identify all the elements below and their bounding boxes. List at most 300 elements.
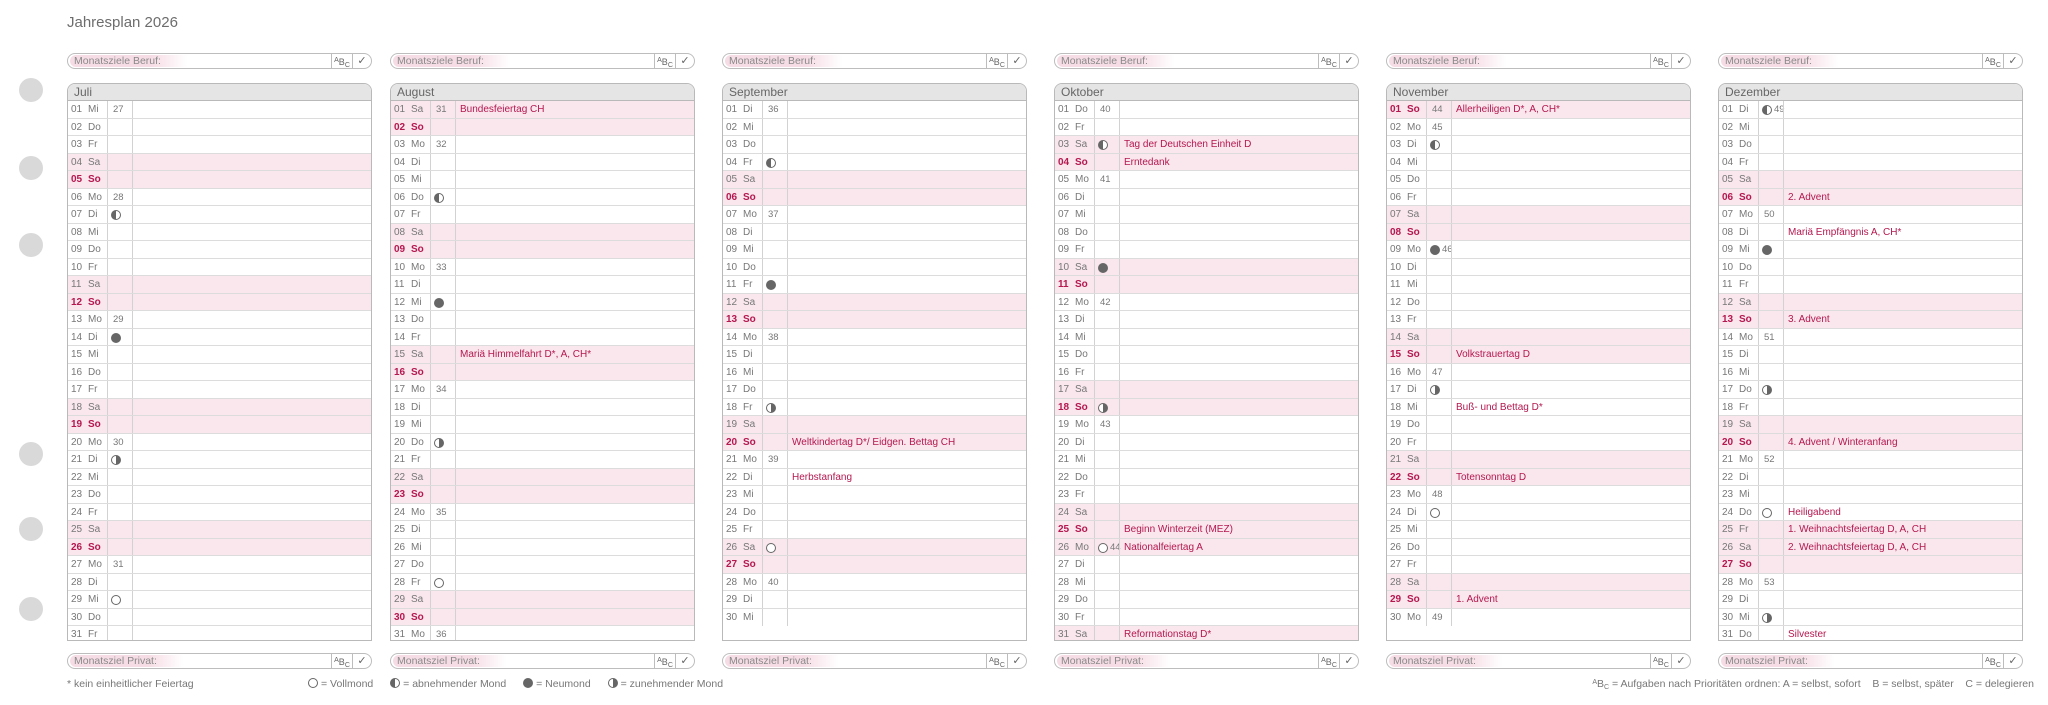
day-row[interactable] — [723, 329, 1026, 347]
day-row[interactable] — [391, 556, 694, 574]
day-row[interactable] — [1387, 119, 1690, 137]
day-note[interactable] — [1783, 119, 2022, 136]
day-note[interactable] — [787, 276, 1026, 293]
goal-job-field[interactable] — [1054, 53, 1359, 69]
day-note[interactable] — [1119, 171, 1358, 188]
day-note[interactable] — [1783, 259, 2022, 276]
day-row[interactable] — [391, 346, 694, 364]
day-note[interactable] — [1783, 399, 2022, 416]
day-row[interactable] — [1387, 486, 1690, 504]
day-note[interactable] — [455, 294, 694, 311]
day-note[interactable] — [787, 329, 1026, 346]
day-row[interactable] — [1055, 539, 1358, 557]
day-note[interactable]: Herbstanfang — [787, 469, 1026, 486]
day-note[interactable] — [1783, 591, 2022, 608]
day-note[interactable] — [1119, 311, 1358, 328]
day-note[interactable] — [132, 486, 371, 503]
day-note[interactable] — [1451, 189, 1690, 206]
check-icon[interactable]: ✓ — [675, 654, 694, 668]
day-row[interactable] — [723, 486, 1026, 504]
day-row[interactable] — [723, 381, 1026, 399]
day-row[interactable] — [391, 626, 694, 641]
day-note[interactable] — [1451, 241, 1690, 258]
day-note[interactable] — [455, 329, 694, 346]
day-note[interactable]: Allerheiligen D*, A, CH* — [1451, 101, 1690, 118]
day-note[interactable] — [787, 241, 1026, 258]
day-note[interactable] — [1119, 224, 1358, 241]
day-row[interactable] — [723, 119, 1026, 137]
day-row[interactable] — [1055, 294, 1358, 312]
day-row[interactable] — [391, 469, 694, 487]
day-row[interactable] — [1387, 294, 1690, 312]
day-row[interactable] — [1055, 241, 1358, 259]
goal-private-field[interactable] — [67, 653, 372, 669]
day-note[interactable]: Reformationstag D* — [1119, 626, 1358, 641]
day-row[interactable] — [1055, 171, 1358, 189]
day-note[interactable] — [787, 399, 1026, 416]
day-note[interactable] — [1783, 241, 2022, 258]
day-row[interactable] — [1055, 434, 1358, 452]
abc-priority-icon[interactable]: $^AB_C$ — [654, 654, 675, 668]
day-note[interactable]: 2. Weihnachtsfeiertag D, A, CH — [1783, 539, 2022, 556]
day-note[interactable] — [455, 399, 694, 416]
day-note[interactable] — [1451, 136, 1690, 153]
day-note[interactable] — [455, 311, 694, 328]
day-row[interactable] — [68, 224, 371, 242]
check-icon[interactable]: ✓ — [1339, 54, 1358, 68]
day-note[interactable] — [1451, 329, 1690, 346]
day-note[interactable] — [1451, 486, 1690, 503]
day-row[interactable] — [1719, 154, 2022, 172]
check-icon[interactable]: ✓ — [352, 654, 371, 668]
day-note[interactable] — [1783, 276, 2022, 293]
day-note[interactable] — [455, 259, 694, 276]
day-row[interactable] — [391, 136, 694, 154]
day-note[interactable] — [455, 591, 694, 608]
abc-priority-icon[interactable]: $^AB_C$ — [986, 654, 1007, 668]
day-note[interactable] — [1119, 486, 1358, 503]
day-note[interactable] — [455, 136, 694, 153]
day-note[interactable] — [1119, 101, 1358, 118]
abc-priority-icon[interactable]: $^AB_C$ — [1982, 654, 2003, 668]
day-row[interactable] — [68, 539, 371, 557]
day-row[interactable] — [1055, 329, 1358, 347]
day-row[interactable] — [1055, 311, 1358, 329]
day-note[interactable] — [1451, 224, 1690, 241]
day-note[interactable] — [1119, 329, 1358, 346]
day-row[interactable] — [1719, 329, 2022, 347]
day-note[interactable] — [1451, 171, 1690, 188]
day-row[interactable] — [723, 224, 1026, 242]
day-row[interactable] — [723, 101, 1026, 119]
day-note[interactable] — [787, 259, 1026, 276]
day-note[interactable] — [455, 381, 694, 398]
day-note[interactable]: Volkstrauertag D — [1451, 346, 1690, 363]
day-row[interactable] — [68, 469, 371, 487]
day-row[interactable] — [723, 154, 1026, 172]
day-note[interactable] — [455, 574, 694, 591]
day-row[interactable] — [723, 556, 1026, 574]
day-row[interactable] — [391, 486, 694, 504]
day-note[interactable] — [787, 451, 1026, 468]
day-row[interactable] — [68, 329, 371, 347]
day-row[interactable] — [391, 206, 694, 224]
day-row[interactable] — [391, 399, 694, 417]
day-note[interactable] — [787, 119, 1026, 136]
day-note[interactable]: Erntedank — [1119, 154, 1358, 171]
day-note[interactable] — [1451, 539, 1690, 556]
day-note[interactable] — [132, 189, 371, 206]
day-row[interactable] — [1387, 101, 1690, 119]
day-note[interactable] — [1783, 346, 2022, 363]
day-row[interactable] — [68, 486, 371, 504]
day-row[interactable] — [1055, 206, 1358, 224]
day-note[interactable] — [1451, 416, 1690, 433]
day-note[interactable] — [1119, 364, 1358, 381]
abc-priority-icon[interactable]: $^AB_C$ — [1982, 54, 2003, 68]
day-row[interactable] — [391, 259, 694, 277]
day-row[interactable] — [391, 381, 694, 399]
day-row[interactable] — [1387, 539, 1690, 557]
day-note[interactable] — [132, 539, 371, 556]
day-row[interactable] — [723, 574, 1026, 592]
check-icon[interactable]: ✓ — [1671, 654, 1690, 668]
day-row[interactable] — [723, 364, 1026, 382]
day-note[interactable]: Buß- und Bettag D* — [1451, 399, 1690, 416]
day-note[interactable] — [132, 626, 371, 641]
day-note[interactable] — [1783, 574, 2022, 591]
day-row[interactable] — [1387, 206, 1690, 224]
day-row[interactable] — [1719, 171, 2022, 189]
day-row[interactable] — [1387, 136, 1690, 154]
day-row[interactable] — [1055, 101, 1358, 119]
day-row[interactable] — [68, 521, 371, 539]
day-note[interactable] — [132, 469, 371, 486]
day-row[interactable] — [391, 591, 694, 609]
day-note[interactable] — [1119, 574, 1358, 591]
day-row[interactable] — [1719, 469, 2022, 487]
day-row[interactable] — [391, 504, 694, 522]
day-row[interactable] — [1055, 591, 1358, 609]
day-row[interactable] — [1719, 434, 2022, 452]
day-row[interactable] — [1387, 591, 1690, 609]
day-note[interactable] — [455, 416, 694, 433]
day-row[interactable] — [1387, 259, 1690, 277]
day-note[interactable] — [1451, 451, 1690, 468]
day-note[interactable] — [455, 486, 694, 503]
day-note[interactable] — [132, 609, 371, 626]
day-row[interactable] — [1719, 609, 2022, 627]
day-row[interactable] — [1387, 241, 1690, 259]
day-note[interactable] — [787, 101, 1026, 118]
day-row[interactable] — [1387, 434, 1690, 452]
day-note[interactable] — [1451, 521, 1690, 538]
day-row[interactable] — [723, 346, 1026, 364]
day-note[interactable] — [132, 101, 371, 118]
day-row[interactable] — [1055, 504, 1358, 522]
day-note[interactable] — [132, 259, 371, 276]
day-note[interactable] — [1119, 591, 1358, 608]
day-note[interactable] — [132, 381, 371, 398]
check-icon[interactable]: ✓ — [675, 54, 694, 68]
day-note[interactable]: 2. Advent — [1783, 189, 2022, 206]
day-row[interactable] — [68, 241, 371, 259]
day-note[interactable] — [1119, 556, 1358, 573]
day-row[interactable] — [1055, 119, 1358, 137]
day-note[interactable] — [1783, 556, 2022, 573]
day-row[interactable] — [68, 136, 371, 154]
goal-job-field[interactable] — [1718, 53, 2023, 69]
day-note[interactable] — [787, 171, 1026, 188]
day-row[interactable] — [1719, 539, 2022, 557]
day-row[interactable] — [1387, 381, 1690, 399]
day-note[interactable]: Totensonntag D — [1451, 469, 1690, 486]
day-row[interactable] — [723, 171, 1026, 189]
day-note[interactable] — [1451, 259, 1690, 276]
day-note[interactable] — [1451, 364, 1690, 381]
day-row[interactable] — [1719, 399, 2022, 417]
day-row[interactable] — [391, 224, 694, 242]
day-note[interactable] — [1119, 416, 1358, 433]
day-row[interactable] — [1387, 416, 1690, 434]
day-row[interactable] — [391, 609, 694, 627]
day-note[interactable] — [1783, 416, 2022, 433]
day-row[interactable] — [68, 311, 371, 329]
day-row[interactable] — [1055, 364, 1358, 382]
day-row[interactable] — [1387, 329, 1690, 347]
day-row[interactable] — [1719, 224, 2022, 242]
day-row[interactable] — [1387, 346, 1690, 364]
day-note[interactable]: 3. Advent — [1783, 311, 2022, 328]
day-note[interactable] — [455, 154, 694, 171]
day-note[interactable] — [1119, 189, 1358, 206]
day-note[interactable] — [132, 224, 371, 241]
check-icon[interactable]: ✓ — [1339, 654, 1358, 668]
day-note[interactable] — [1451, 311, 1690, 328]
day-note[interactable] — [787, 416, 1026, 433]
goal-private-field[interactable] — [1718, 653, 2023, 669]
day-row[interactable] — [723, 521, 1026, 539]
day-row[interactable] — [723, 591, 1026, 609]
day-note[interactable] — [132, 556, 371, 573]
day-note[interactable] — [787, 311, 1026, 328]
day-note[interactable]: Silvester — [1783, 626, 2022, 641]
day-row[interactable] — [1719, 136, 2022, 154]
day-note[interactable] — [787, 189, 1026, 206]
day-note[interactable]: 4. Advent / Winteranfang — [1783, 434, 2022, 451]
day-row[interactable] — [723, 469, 1026, 487]
day-row[interactable] — [1055, 189, 1358, 207]
day-row[interactable] — [68, 154, 371, 172]
day-row[interactable] — [1719, 101, 2022, 119]
day-note[interactable] — [132, 206, 371, 223]
day-note[interactable]: 1. Weihnachtsfeiertag D, A, CH — [1783, 521, 2022, 538]
day-row[interactable] — [391, 451, 694, 469]
goal-job-field[interactable] — [722, 53, 1027, 69]
day-note[interactable]: Nationalfeiertag A — [1119, 539, 1358, 556]
abc-priority-icon[interactable]: $^AB_C$ — [1650, 654, 1671, 668]
day-note[interactable]: Mariä Himmelfahrt D*, A, CH* — [455, 346, 694, 363]
day-note[interactable] — [1119, 241, 1358, 258]
day-note[interactable]: Mariä Empfängnis A, CH* — [1783, 224, 2022, 241]
day-row[interactable] — [391, 101, 694, 119]
day-row[interactable] — [1055, 486, 1358, 504]
day-note[interactable] — [132, 504, 371, 521]
day-note[interactable] — [1119, 451, 1358, 468]
day-row[interactable] — [1387, 276, 1690, 294]
day-note[interactable] — [787, 364, 1026, 381]
day-note[interactable] — [787, 521, 1026, 538]
day-row[interactable] — [391, 241, 694, 259]
day-note[interactable] — [132, 329, 371, 346]
day-note[interactable] — [132, 591, 371, 608]
day-row[interactable] — [1055, 224, 1358, 242]
day-row[interactable] — [68, 171, 371, 189]
day-row[interactable] — [1719, 451, 2022, 469]
day-row[interactable] — [1719, 416, 2022, 434]
day-note[interactable] — [132, 451, 371, 468]
day-row[interactable] — [68, 416, 371, 434]
goal-job-field[interactable] — [1386, 53, 1691, 69]
day-note[interactable] — [132, 416, 371, 433]
day-row[interactable] — [1719, 626, 2022, 641]
day-note[interactable] — [1783, 451, 2022, 468]
day-note[interactable] — [787, 574, 1026, 591]
day-row[interactable] — [1719, 241, 2022, 259]
day-row[interactable] — [1719, 521, 2022, 539]
day-row[interactable] — [1387, 504, 1690, 522]
day-row[interactable] — [1387, 556, 1690, 574]
day-row[interactable] — [723, 311, 1026, 329]
day-row[interactable] — [391, 329, 694, 347]
day-note[interactable] — [132, 136, 371, 153]
day-note[interactable] — [455, 276, 694, 293]
check-icon[interactable]: ✓ — [2003, 54, 2022, 68]
day-note[interactable] — [1783, 171, 2022, 188]
day-row[interactable] — [391, 539, 694, 557]
day-note[interactable] — [455, 556, 694, 573]
day-note[interactable] — [455, 224, 694, 241]
day-note[interactable] — [1451, 276, 1690, 293]
day-row[interactable] — [391, 189, 694, 207]
day-note[interactable] — [787, 609, 1026, 627]
day-row[interactable] — [68, 381, 371, 399]
day-note[interactable] — [455, 189, 694, 206]
day-row[interactable] — [68, 574, 371, 592]
day-row[interactable] — [1055, 381, 1358, 399]
day-note[interactable] — [1119, 259, 1358, 276]
day-row[interactable] — [1055, 451, 1358, 469]
day-row[interactable] — [1387, 609, 1690, 627]
day-row[interactable] — [1719, 556, 2022, 574]
day-row[interactable] — [68, 609, 371, 627]
day-note[interactable] — [1451, 574, 1690, 591]
day-note[interactable] — [1783, 329, 2022, 346]
day-note[interactable] — [787, 206, 1026, 223]
day-row[interactable] — [1055, 136, 1358, 154]
day-row[interactable] — [1719, 189, 2022, 207]
day-row[interactable] — [1387, 171, 1690, 189]
day-note[interactable] — [1119, 276, 1358, 293]
day-row[interactable] — [1055, 609, 1358, 627]
day-row[interactable] — [391, 294, 694, 312]
day-row[interactable] — [1719, 486, 2022, 504]
day-row[interactable] — [1387, 224, 1690, 242]
day-row[interactable] — [723, 399, 1026, 417]
check-icon[interactable]: ✓ — [1007, 654, 1026, 668]
day-note[interactable] — [1119, 504, 1358, 521]
day-note[interactable] — [1119, 399, 1358, 416]
day-row[interactable] — [1387, 521, 1690, 539]
day-row[interactable] — [1055, 626, 1358, 641]
day-row[interactable] — [1055, 574, 1358, 592]
day-note[interactable] — [1119, 294, 1358, 311]
day-row[interactable] — [68, 591, 371, 609]
day-row[interactable] — [723, 189, 1026, 207]
day-row[interactable] — [723, 294, 1026, 312]
day-row[interactable] — [1719, 346, 2022, 364]
day-row[interactable] — [1719, 311, 2022, 329]
day-note[interactable] — [132, 171, 371, 188]
day-note[interactable]: 1. Advent — [1451, 591, 1690, 608]
day-note[interactable] — [787, 556, 1026, 573]
day-note[interactable] — [1451, 381, 1690, 398]
day-row[interactable] — [723, 259, 1026, 277]
day-row[interactable] — [723, 241, 1026, 259]
day-note[interactable] — [1783, 294, 2022, 311]
day-note[interactable] — [1451, 154, 1690, 171]
abc-priority-icon[interactable]: $^AB_C$ — [331, 654, 352, 668]
day-note[interactable] — [1451, 556, 1690, 573]
day-note[interactable] — [455, 521, 694, 538]
abc-priority-icon[interactable]: $^AB_C$ — [1318, 654, 1339, 668]
day-note[interactable] — [1783, 206, 2022, 223]
day-note[interactable] — [1119, 206, 1358, 223]
day-note[interactable] — [132, 294, 371, 311]
day-note[interactable] — [132, 119, 371, 136]
day-row[interactable] — [68, 451, 371, 469]
day-row[interactable] — [68, 206, 371, 224]
day-note[interactable] — [132, 311, 371, 328]
day-row[interactable] — [723, 416, 1026, 434]
day-row[interactable] — [1387, 189, 1690, 207]
day-row[interactable] — [1055, 416, 1358, 434]
day-note[interactable] — [1119, 609, 1358, 626]
day-note[interactable] — [455, 364, 694, 381]
day-note[interactable] — [455, 469, 694, 486]
day-note[interactable] — [1119, 381, 1358, 398]
goal-job-field[interactable] — [67, 53, 372, 69]
day-note[interactable] — [1451, 119, 1690, 136]
check-icon[interactable]: ✓ — [1007, 54, 1026, 68]
check-icon[interactable]: ✓ — [352, 54, 371, 68]
goal-private-field[interactable] — [722, 653, 1027, 669]
day-row[interactable] — [1719, 206, 2022, 224]
day-row[interactable] — [68, 434, 371, 452]
day-note[interactable] — [132, 276, 371, 293]
day-note[interactable] — [787, 591, 1026, 608]
day-row[interactable] — [391, 364, 694, 382]
day-note[interactable] — [1783, 101, 2022, 118]
day-row[interactable] — [391, 521, 694, 539]
day-row[interactable] — [1719, 294, 2022, 312]
day-row[interactable] — [391, 119, 694, 137]
day-row[interactable] — [68, 119, 371, 137]
day-row[interactable] — [1387, 574, 1690, 592]
day-row[interactable] — [1719, 364, 2022, 382]
day-row[interactable] — [68, 364, 371, 382]
day-note[interactable] — [455, 504, 694, 521]
